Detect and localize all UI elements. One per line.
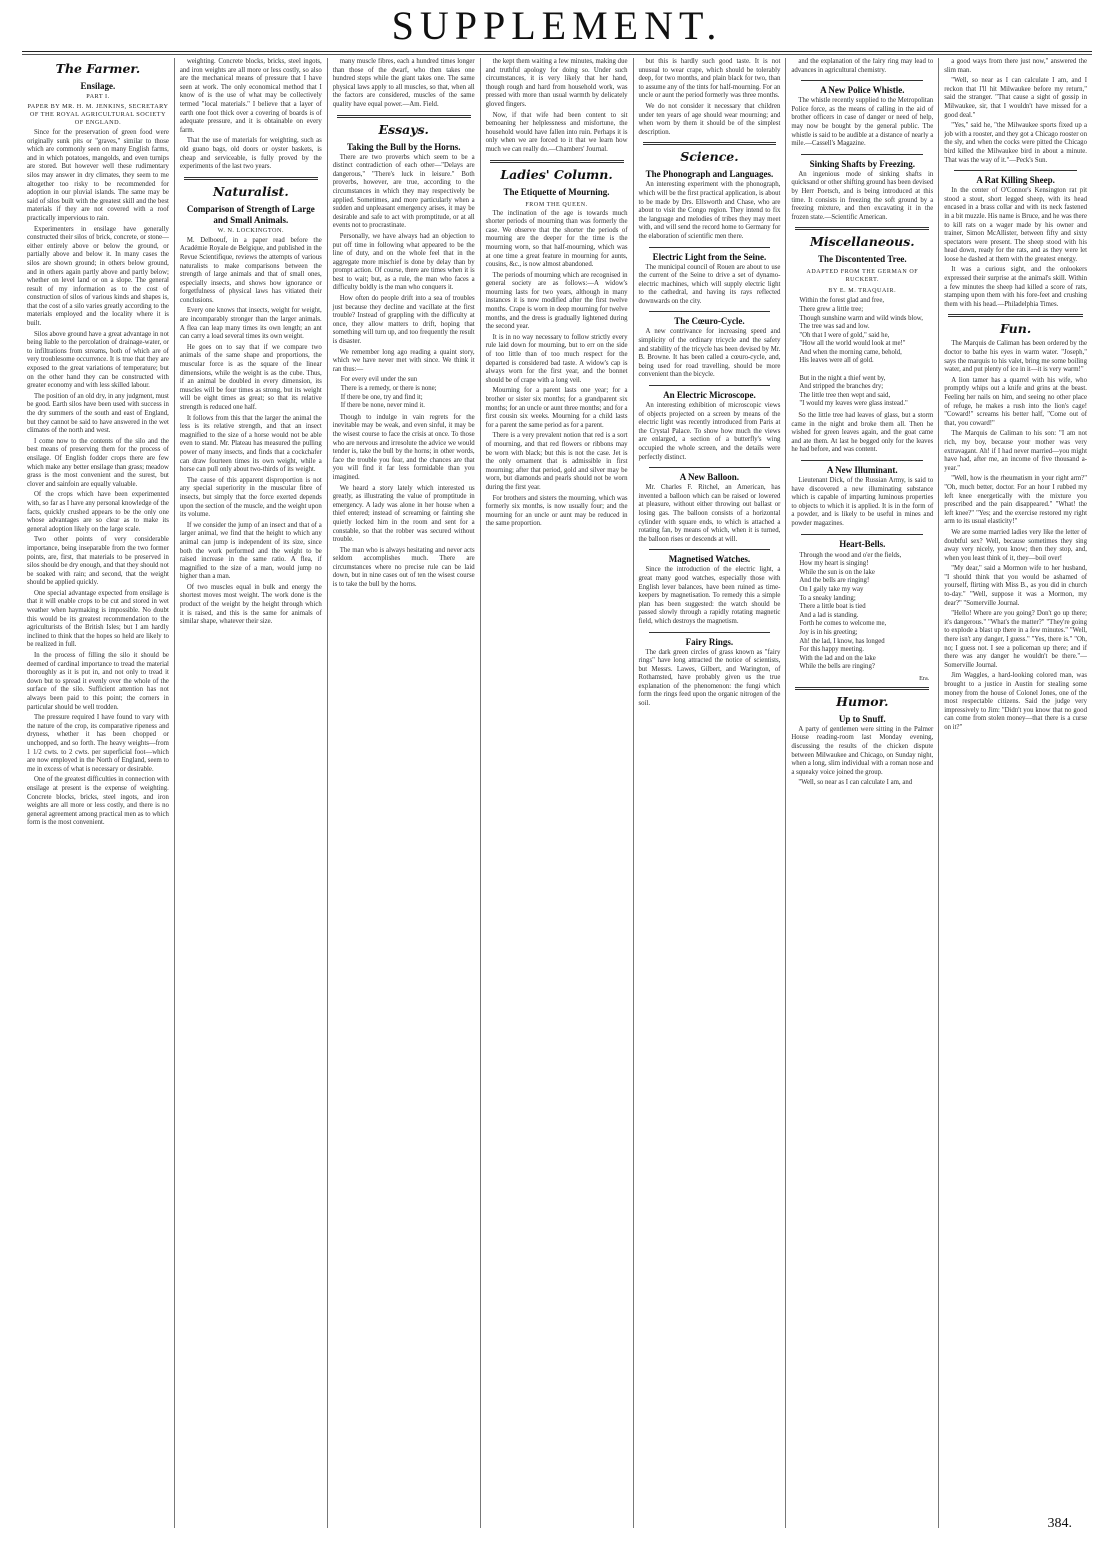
article-byline: BY E. M. TRAQUAIR.: [828, 288, 897, 295]
column-6: [786, 58, 939, 1528]
paragraph: The position of an old dry, in any judgment, must be good. Earth silos have been used with success in the dry summers of the south and east of England, but they cannot be said to have answered in the wet climates of the north and west.: [27, 392, 169, 435]
section-divider: [643, 142, 777, 145]
article-body: [27, 129, 169, 828]
paragraph: The dark green circles of grass known as "fairy rings" have long attracted the notice of scientists, but Messrs. Lawes, Gilbert, and Warington, of Rothamsted, have probably given us the true explanation of the phenomenon: the fungi which form the rings feed upon the organic nitrogen of the soil.: [638, 648, 781, 708]
article-title-heart-bells: Heart-Bells.: [839, 538, 886, 549]
section-heading-naturalist: Naturalist.: [212, 183, 289, 199]
columns: [22, 58, 1092, 1528]
section-divider: [490, 160, 624, 163]
article-title-rat-killing-sheep: A Rat Killing Sheep.: [976, 175, 1055, 186]
paragraph: M. Delboeuf, in a paper read before the Académie Royale de Belgique, and published in the Revue Scientifique, reviews the attempts of various naturalists to make comparisons between the strength of large animals and that of small ones, especially insects, and shows how ignorance or forgetfulness of physical laws has vitiated their conclusions.: [179, 236, 322, 304]
column-7: [939, 58, 1092, 1528]
article-byline: PAPER BY MR. H. M. JENKINS, SECRETARY OF THE ROYAL AGRICULTURAL SOCIETY OF ENGLAND.: [27, 103, 169, 126]
poem-signature: Era.: [919, 674, 930, 682]
section-heading-essays: Essays.: [378, 121, 429, 137]
paragraph: There are two proverbs which seem to be a distinct contradiction of each other—"Delays are dangerous," "There's luck in leisure." Both proverbs, however, are true, according to the circumstances in which they may respectively be applied. Sometimes, and more particularly when a sudden and unpleasant emergency arises, it may be desirable and safe to act with promptitude, or at all events not to procrastinate.: [332, 153, 475, 230]
paragraph: It follows from this that the larger the animal the less is its relative strength, and that an insect magnified to the size of a horse would not be able even to stand. Mr. Plateau has measured the pulling power of many insects, and finds that a cockchafer can draw fourteen times its own weight, while a horse can pull only about two-thirds of its weight.: [179, 414, 322, 474]
paragraph: How often do people drift into a sea of troubles just because they decline and vacillate at the first trouble? Instead of grappling with the difficulty at once, they allow matters to drift, hoping that something will turn up, and too frequently the result is disaster.: [332, 295, 475, 346]
section-divider: [948, 314, 1083, 317]
paragraph: In the process of filling the silo it should be deemed of cardinal importance to tread the material thoroughly as it is put in, and not only to tread it down but to spread it evenly over the whole of the surface of the silo. Sufficient attention has not always been paid to this point; the corners in particular should be well trodden.: [27, 652, 169, 711]
paragraph: He goes on to say that if we compare two animals of the same shape and proportions, the muscular force is as the square of the linear dimensions, while the weight is as the cube. Thus, if an animal be doubled in every dimension, its muscles will be four times as strong, but its weight will be eight times as great; so that its relative strength is reduced one half.: [179, 343, 322, 411]
paragraph: but this is hardly such good taste. It is not unusual to wear crape, which should be tolerably deep, for two months, and plain black for two, than to assume any of the tints for half-mourning. For an uncle or aunt the period formerly was three months.: [638, 58, 781, 100]
column-4: [481, 58, 634, 1528]
article-title-discontented-tree: The Discontented Tree.: [817, 254, 907, 265]
article-title-phonograph: The Phonograph and Languages.: [645, 169, 774, 180]
paragraph: a good ways from there just now," answered the slim man.: [944, 58, 1087, 74]
column-5: [634, 58, 787, 1528]
masthead: SUPPLEMENT.: [391, 3, 723, 48]
paragraph: There is a very prevalent notion that red is a sort of mourning, and that red flowers or ribbons may be worn with black; but this is not the case. Jet is the only ornament that is admissible in first mourning; after that period, gold and silver may be worn, but diamonds and pearls should not be worn during the first year.: [485, 432, 628, 491]
paragraph: Mr. Charles F. Ritchel, an American, has invented a balloon which can be raised or lowered at pleasure, without either throwing out ballast or losing gas. The balloon consists of a horizontal cylinder with square ends, to which is attached a rotating fan, by means of which, when it is turned, the balloon rises or descends at will.: [638, 484, 781, 543]
paragraph: If we consider the jump of an insect and that of a larger animal, we find that the height to which any animal can jump is independent of its size, since both the work performed and the weight to be raised increase in the same ratio. A flea, if magnified to the size of a man, would jump no higher than a man.: [179, 521, 322, 581]
paragraph: Experimenters in ensilage have generally constructed their silos of brick, concrete, or stone—either entirely above or below the ground, or partially above and below it. In many cases the silos are shown ground; in others below ground, and in others again partly above and partly below; whether on level land or on a slope. The general result of my information as to the cost of construction of silos of various kinds and shapes is, that the cost of a silo varies greatly according to the materials employed and the locality where it is built.: [27, 225, 169, 328]
paragraph: An interesting experiment with the phonograph, which will be the first practical application, is about to be made by Drs. Ellsworth and Chase, who are about to visit the Congo region. They intend to fix the language and melodies of tribes they may meet with, and will send the record home to Germany for the elaboration of scientific men there.: [638, 181, 781, 240]
paragraph: The inclination of the age is towards much shorter periods of mourning than was formerly the case. We observe that the shorter the periods of mourning are the deeper for the time is the mourning worn, so that half-mourning, which was at one time a great feature in mourning for aunts, cousins, &c., is now almost abandoned.: [485, 209, 628, 269]
paragraph: We remember long ago reading a quaint story, which we have never met with since. We think it ran thus:—: [332, 348, 475, 373]
article-title-fairy-rings: Fairy Rings.: [685, 636, 734, 647]
paragraph: One of the greatest difficulties in connection with ensilage at present is the expense of weighting. Concrete blocks, bricks, steel ingots, and iron weights are all more or less costly, and there is no general agreement among practical men as to which form is the most convenient.: [27, 776, 169, 827]
article-title-electric-light: Electric Light from the Seine.: [652, 251, 767, 262]
paragraph: We heard a story lately which interested us greatly, as illustrating the value of promptitude in emergency. A lady was alone in her house when a thief entered; instead of screaming or fainting she quietly locked him in the room and sent for a constable, so that the robber was secured without trouble.: [332, 484, 475, 544]
section-heading-ladies: Ladies' Column.: [500, 166, 613, 182]
paragraph: The Marquis de Caliman to his son: "I am not rich, my boy, because your mother was very extravagant. Ah! if I had never married—you might have had, after me, an income of five thousand a-year.": [944, 430, 1087, 472]
article-divider: [649, 385, 771, 386]
paragraph: The whistle recently supplied to the Metropolitan Police force, as the means of calling in the aid of brother officers in case of danger or need of help, may now be bought by the general public. The whistle is said to be audible at a distance of nearly a mile.—Cassell's Magazine.: [791, 97, 934, 148]
paragraph: "Well, so near as I can calculate I am, and: [798, 779, 913, 787]
paragraph: and the explanation of the fairy ring may lead to advances in agricultural chemistry.: [791, 58, 934, 74]
article-title-sinking-shafts: Sinking Shafts by Freezing.: [809, 158, 915, 169]
article-title-microscope: An Electric Microscope.: [663, 390, 756, 401]
paragraph: Since for the preservation of green food were originally sunk pits or "graves," similar to those which are commonly seen on many English farms, and in which potatoes, mangolds, and even turnips are stored. But however well these rudimentary silos may answer in dry climates, they seem to me altogether too risky to be recommended for adoption in our pluvial islands. The same may be said of silos built with the greatest skill and the best materials if they are not covered with a roof practically impervious to rain.: [27, 129, 169, 222]
paragraph: It was a curious sight, and the onlookers expressed their surprise at the animal's skill. Within a few minutes the sheep had killed a score of rats, stamping upon them with his fore-feet and crushing them with his head.—Philadelphia Times.: [944, 266, 1087, 308]
paragraph: For brothers and sisters the mourning, which was formerly six months, is now usually four; and the mourning for an uncle or aunt may be reduced in the same proportion.: [485, 494, 628, 528]
article-title-coeuro-cycle: The Cœuro-Cycle.: [674, 316, 745, 327]
quoted-verse: For every evil under the sun There is a remedy, or there is none; If there be one, try and find it; If there be none, never mind it.: [340, 376, 437, 410]
article-title-balloon: A New Balloon.: [679, 472, 740, 483]
paragraph: Two other points of very considerable importance, being inseparable from the two former points, are, first, that materials to be preserved in silos should be dry enough, and that they should not be soaked with rain; and second, that the weight should be applied quickly.: [27, 536, 169, 587]
paragraph: Mourning for a parent lasts one year; for a brother or sister six months; for a grandparent six months; for an uncle or aunt three months; and for a first cousin six weeks. Mourning for a child lasts for a parent the same period as for a parent.: [485, 387, 628, 429]
paragraph: many muscle fibres, each a hundred times longer than those of the dwarf, who then takes one hundred steps while the giant takes one. The same physical laws apply to all muscles, so that, when all the factors are considered, muscles of the same quality have equal power.—Am. Field.: [332, 58, 475, 108]
paragraph: Of two muscles equal in bulk and energy the shortest moves most weight. The work done is the product of the weight by the height through which it is raised, and this is the same for animals of similar shape, whatever their size.: [179, 583, 322, 626]
paragraph: Of the crops which have been experimented with, so far as I have any personal knowledge of the facts, quickly crushed appears to be the only one whose advantages are so clear as to make its general adoption likely on the large scale.: [27, 491, 169, 533]
paragraph: The Marquis de Caliman has been ordered by the doctor to bathe his eyes in warm water. "Joseph," says the marquis to his valet, bring me some boiling water, and put plenty of ice in it—it is very warm!": [944, 340, 1087, 374]
section-heading-miscellaneous: Miscellaneous.: [809, 234, 915, 250]
paragraph: Personally, we have always had an objection to put off time in following what appeared to be the line of duty, and on the whole feel that in the aggregate more mischief is done by delay than by prompt action. Of course, there are times when it is best to wait; but, as a rule, the man who faces a difficulty boldly is the man who conquers it.: [332, 232, 475, 292]
paragraph: The pressure required I have found to vary with the nature of the crop, its comparative ripeness and dryness, whether it has been chopped or unchopped, and so forth. The heavy weights—from 1 1/2 cwts. to 2 cwts. per superficial foot—which are now employed in the North of England, seem to me in excess of what is necessary or desirable.: [27, 714, 169, 773]
section-divider: [795, 687, 929, 690]
paragraph: A party of gentlemen were sitting in the Palmer House reading-room last Monday evening, discussing the results of the chicken dispute between Milwaukee and Chicago, on Sunday night, when a long, slim individual with a roman nose and a squeaky voice joined the group.: [791, 725, 934, 776]
article-byline: W. N. LOCKINGTON.: [217, 226, 285, 234]
paragraph: One special advantage expected from ensilage is that it will enable crops to be cut and stored in wet weather when haymaking is impossible. No doubt this would be its greatest recommendation to the agriculturists of the British Isles; but I am hardly inclined to think that the hopes so held are likely to be realized in full.: [27, 589, 169, 649]
paragraph: "Hello! Where are you going? Don't go up there; it's dangerous." "What's the matter?" "They're going to explode a blast up there in a few minutes." "Well, there isn't any danger, I guess." "Yes, there is." "Oh, no; I guess not. I see a policeman up there; and if there was any danger he wouldn't be there."—Somerville Journal.: [944, 610, 1087, 669]
article-title-ensilage: Ensilage.: [80, 81, 116, 91]
article-divider: [649, 549, 771, 550]
article-divider: [649, 467, 771, 468]
paragraph: The periods of mourning which are recognised in general society are as follows:—A widow's mourning lasts for two years, although in many instances it is now modified after the first twelve months. Crape is worn in deep mourning for twelve months, and the dress is gradually lightened during the second year.: [485, 271, 628, 331]
masthead-rule: [22, 51, 1092, 52]
masthead-rule-thin: [22, 54, 1092, 55]
section-heading-humor: Humor.: [836, 693, 889, 709]
column-1: [22, 58, 175, 1528]
article-title-watches: Magnetised Watches.: [668, 554, 751, 565]
paragraph: The cause of this apparent disproportion is not any special superiority in the muscular fibre of insects, but simply that the force exerted depends upon the section of the muscle, and the weight upon its volume.: [179, 476, 322, 519]
section-heading-science: Science.: [680, 149, 739, 165]
page-number: 384.: [1047, 1516, 1072, 1531]
paragraph: We do not consider it necessary that children under ten years of age should wear mourning; and when worn by them it should be of the simplest description.: [638, 102, 781, 136]
paragraph: Though to indulge in vain regrets for the inevitable may be weak, and even sinful, it may be the wisest course to face the crisis at once. To those who are nervous and irresolute the advice we would tender is, take the bull by the horns; in other words, face the trouble you fear, and the chances are that you will find it far less formidable than you imagined.: [332, 413, 475, 481]
article-source: ADAPTED FROM THE GERMAN OF RUCKERT.: [806, 269, 919, 284]
paragraph: Since the introduction of the electric light, a great many good watches, especially those with English lever balances, have been ruined as time-keepers by magnetisation. To remedy this a simple plan has been suggested: the watch should be passed slowly through a rapidly rotating magnetic field, which destroys the magnetism.: [638, 566, 781, 625]
poem: Within the forest glad and free, There grew a little tree; Though sunshine warm and wild winds blow, The tree was sad and low. "Oh that I were of gold," said he, "How all the world would look at me!" And when the morning came, behold, His leaves were all of gold. But in the night a thief went by, And stripped the branches dry; The little tree then wept and said, "I would my leaves were glass instead.": [799, 297, 923, 408]
paragraph: Silos above ground have a great advantage in not being liable to the percolation of drainage-water, or to infiltrations from streams, both of which are of very troublesome occurrence. It is true that they are exposed to the great variations of temperature; but on the other hand they can be constructed with greater economy and with less skilled labour.: [27, 330, 169, 390]
article-divider: [801, 154, 923, 155]
column-2: [175, 58, 328, 1528]
section-heading-farmer: The Farmer.: [55, 61, 141, 76]
section-divider: [795, 227, 929, 230]
article-title-bull: Taking the Bull by the Horns.: [346, 141, 461, 152]
paragraph: the kept them waiting a few minutes, making due and truthful apology for doing so. Under such circumstances, it is very likely that her hand, though rough and hard from household work, was pressed with more than usual warmth by delicately gloved fingers.: [485, 58, 628, 108]
paragraph: In the center of O'Connor's Kensington rat pit stood a stout, short legged sheep, with its head encased in a brass collar and with its neck fastened in a bit muzzle. His name is Bruce, and he was there to kill rats on a wager made by his owner and trainer, Simon McAllister, between fifty and sixty spectators were present. The sheep stood with his head down, ready for the rats, and as they were let loose he dashed at them with the greatest energy.: [944, 187, 1087, 263]
article-title-mourning: The Etiquette of Mourning.: [503, 186, 610, 197]
article-divider: [649, 247, 771, 248]
paragraph: I come now to the contents of the silo and the best means of preserving them for the process of ensilage. Of English fodder crops there are few which make any better ensilage than grass; meadow grass is the most convenient and the surest, but clover and sainfoin are equally valuable.: [27, 437, 169, 488]
section-divider: [184, 177, 318, 180]
article-divider: [801, 534, 923, 535]
article-part: PART I.: [86, 93, 110, 100]
article-divider: [954, 170, 1077, 171]
paragraph: The municipal council of Rouen are about to use the current of the Seine to drive a set of dynamo-electric machines, which will supply electric light to the cathedral, and having its rays reflected downwards on the city.: [638, 263, 781, 305]
section-heading-fun: Fun.: [1000, 321, 1032, 337]
article-title-police-whistle: A New Police Whistle.: [820, 85, 905, 96]
article-title-up-to-snuff: Up to Snuff.: [838, 713, 886, 724]
paragraph: It is in no way necessary to follow strictly every rule laid down for mourning, but to err on the side of too little than of too much respect for the departed is considered bad taste. A widow's cap is always worn for the first year, and the bonnet should be of crape with a long veil.: [485, 333, 628, 384]
article-title-illuminant: A New Illuminant.: [826, 465, 898, 475]
section-divider: [337, 115, 471, 118]
article-divider: [801, 460, 923, 461]
column-3: [328, 58, 481, 1528]
paragraph: weighting. Concrete blocks, bricks, steel ingots, and iron weights are all more or less costly, so also are the mechanical means of pressure that I have seen at work. The only economical method that I know of is the use of what may be collectively termed "local materials." I believe that a layer of earth one foot thick over a covering of boards is of adequate pressure, and it is obtainable on every farm.: [179, 58, 322, 134]
paragraph: Every one knows that insects, weight for weight, are incomparably stronger than the larger animals. A flea can leap many times its own length; an ant can carry a load several times its own weight.: [179, 307, 322, 341]
paragraph: A lion tamer has a quarrel with his wife, who promptly whips out a knife and grins at the beast. Feeling her nails on him, and seeing no other place of refuge, he makes a rush into the lion's cage! "Coward!" screams his better half, "Come out of that, you coward!": [944, 376, 1087, 427]
article-title-strength: Comparison of Strength of Large and Small Animals.: [186, 203, 315, 225]
article-source: FROM THE QUEEN.: [525, 201, 588, 208]
paragraph: An interesting exhibition of microscopic views of objects projected on a screen by means of the electric light was recently introduced from Paris at the Crystal Palace. To show how much the views are enlarged, a section of a butterfly's wing occupied the whole screen, and the details were perfectly distinct.: [638, 402, 781, 461]
article-divider: [801, 80, 923, 81]
paragraph: That the use of materials for weighting, such as old guano bags, old doors or oyster baskets, is cheap and serviceable, is fully proved by the experiments of the last two years.: [179, 137, 322, 171]
paragraph: Jim Waggles, a hard-looking colored man, was brought to a justice in Austin for stealing some money from the house of Colonel Jones, one of the most respectable citizens. Said the judge very impressively to Jim: "Didn't you know that no good can come from stolen money—that there is a curse on it?": [944, 672, 1087, 731]
paragraph: "Well, so near as I can calculate I am, and I reckon that I'll hit Milwaukee before my return," said the stranger. "That cause a sight of gossip in Milwaukee, sir, that I wouldn't have missed for a good deal.": [944, 77, 1087, 119]
paragraph: So the little tree had leaves of glass, but a storm came in the night and broke them all. Then he wished for green leaves again, and the goat came and ate them. At last he begged only for the leaves he had before, and was content.: [791, 412, 934, 454]
paragraph: Now, if that wife had been content to sit bemoaning her helplessness and misfortune, the household would have fallen into ruin. Perhaps it is only when we are forced to it that we learn how much we can really do.—Chambers' Journal.: [485, 111, 628, 153]
paragraph: "Well, how is the rheumatism in your right arm?" "Oh, much better, doctor. For an hour I rubbed my left knee energetically with the mixture you prescribed and the pain disappeared." "What! the left knee?" "Yes; and the exercise restored my right arm to its usual elasticity!": [944, 475, 1087, 526]
article-divider: [649, 632, 771, 633]
paragraph: A new contrivance for increasing speed and simplicity of the ordinary tricycle and the safety and stability of the tricycle has been devised by Mr. B. Browne. It has been called a cœuro-cycle, and, being used for road travelling, should be more convenient than the bicycle.: [638, 328, 781, 379]
article-divider: [649, 311, 771, 312]
paragraph: We are some married ladies very like the letter of doubtful sex? Well, because sometimes they sing away very nicely, you know; then they stop, and, when you least think of it, they—boil over!: [944, 528, 1087, 562]
poem: Through the wood and o'er the fields, How my heart is singing! While the sun is on the lake And the bells are ringing! On I gaily take my way To a sneaky landing; There a little boat is tied And a lad is standing. Forth he comes to welcome me, Joy is in his greeting; Ah! the lad, I know, has longed For this happy meeting. With the lad and on the lake While the bells are ringing?: [799, 551, 902, 671]
paragraph: The man who is always hesitating and never acts seldom accomplishes much. There are circumstances where no precise rule can be laid down, but in nine cases out of ten the wisest course is to take the bull by the horns.: [332, 546, 475, 589]
paragraph: "My dear," said a Mormon wife to her husband, "I should think that you would be ashamed of yourself, flirting with Miss B., as you did in church to-day." "Well, suppose it was a Mormon, my dear?" "Somerville Journal.: [944, 565, 1087, 607]
paragraph: "Yes," said he, "the Milwaukee sports fixed up a job with a rooster, and they got a Chicago rooster on the sly, and when the cocks were pitted the Chicago bird killed the Milwaukee bird in about a minute. That was the way of it."—Peck's Sun.: [944, 122, 1087, 164]
paragraph: An ingenious mode of sinking shafts in quicksand or other shifting ground has been devised by Herr Poetsch, and is being introduced at this time. It consists in freezing the soft ground by a freezing mixture, and then excavating it in the frozen state.—Scientific American.: [791, 170, 934, 221]
paragraph: Lieutenant Dick, of the Russian Army, is said to have discovered a new illuminating substance which is capable of imparting luminous properties to objects to which it is applied. It is in the form of a powder, and is likely to be useful in mines and powder magazines.: [791, 477, 934, 527]
